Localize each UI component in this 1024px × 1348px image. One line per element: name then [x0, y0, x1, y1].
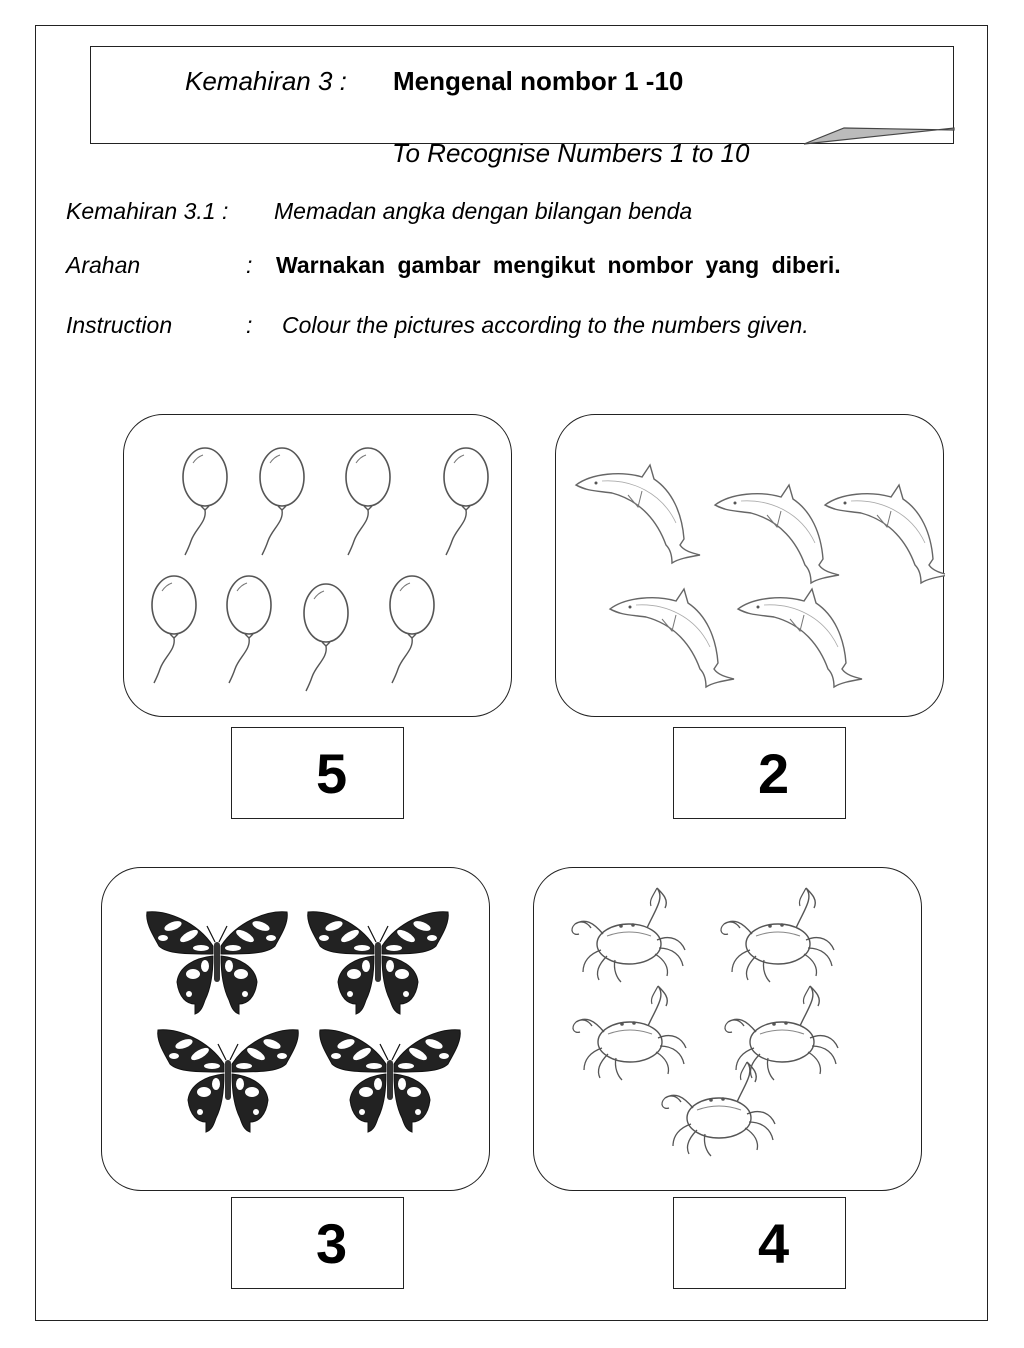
- balloon-icon: [152, 576, 196, 683]
- skill-label: Kemahiran 3 :: [185, 66, 347, 96]
- page-fold-icon: [800, 126, 960, 150]
- crab-icon: [721, 888, 834, 982]
- number-box: [231, 1197, 404, 1289]
- balloon-icon: [183, 448, 227, 555]
- butterfly-panel: [101, 867, 490, 1191]
- balloon-icon: [227, 576, 271, 683]
- number-box: [673, 1197, 846, 1289]
- dolphin-icon: [825, 485, 945, 583]
- subskill-text: Memadan angka dengan bilangan benda: [274, 198, 693, 224]
- butterfly-icon: [147, 912, 288, 1014]
- arahan-label: Arahan: [66, 252, 141, 278]
- instruction-label: Instruction: [66, 312, 173, 338]
- number-box: [231, 727, 404, 819]
- dolphin-icon: [715, 485, 839, 583]
- crab-icon: [662, 1062, 775, 1156]
- balloon-icon: [260, 448, 304, 555]
- butterfly-icon: [320, 1030, 461, 1132]
- instruction-colon: :: [246, 312, 253, 338]
- crab-panel: [533, 867, 922, 1191]
- crab-picture: [534, 868, 923, 1192]
- butterfly-icon: [308, 912, 449, 1014]
- dolphin-icon: [738, 589, 862, 687]
- balloon-icon: [304, 584, 348, 691]
- dolphin-icon: [576, 465, 700, 563]
- balloon-picture: [124, 415, 513, 718]
- crab-icon: [725, 986, 838, 1080]
- balloon-icon: [346, 448, 390, 555]
- crab-icon: [573, 986, 686, 1080]
- arahan-colon: :: [246, 252, 253, 278]
- skill-title: Mengenal nombor 1 -10: [393, 66, 684, 96]
- balloon-panel: [123, 414, 512, 717]
- dolphin-icon: [610, 589, 734, 687]
- number-label: 3: [316, 1212, 348, 1275]
- dolphin-picture: [556, 415, 945, 718]
- number-box: [673, 727, 846, 819]
- number-label: 4: [758, 1212, 790, 1275]
- crab-icon: [572, 888, 685, 982]
- dolphin-panel: [555, 414, 944, 717]
- butterfly-picture: [102, 868, 491, 1192]
- number-label: 2: [758, 742, 790, 805]
- number-label: 5: [316, 742, 348, 805]
- balloon-icon: [390, 576, 434, 683]
- balloon-icon: [444, 448, 488, 555]
- instruction-text: Colour the pictures according to the numbers given.: [282, 312, 809, 338]
- subskill-label: Kemahiran 3.1 :: [66, 198, 229, 224]
- skill-english: To Recognise Numbers 1 to 10: [392, 138, 750, 168]
- butterfly-icon: [158, 1030, 299, 1132]
- arahan-text: Warnakan gambar mengikut nombor yang diberi.: [276, 252, 841, 278]
